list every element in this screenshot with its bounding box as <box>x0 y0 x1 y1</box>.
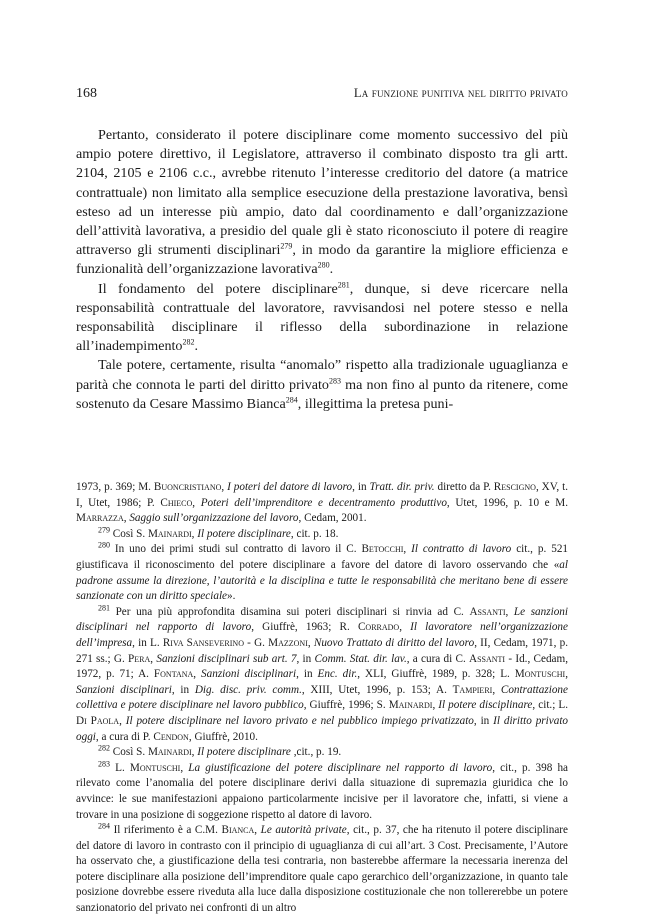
author-name: Mainardi <box>388 699 433 712</box>
text-run: , II, Cedam, 1971, p. 271 ss.; G. <box>76 636 569 665</box>
author-name: Corrado <box>357 621 400 634</box>
text-run: , <box>221 481 228 494</box>
footnote-ref: 281 <box>337 279 350 289</box>
text-run: , cit., p. 398 ha rilevato come l’anomalia del potere disciplinare derivi dalla situazione di supremazia giuridica che lo avvince: le sue manifestazioni appaiono particolarmente incisive per il lavoratore che, infatti, si viene a trovare in una posizione di soggezione rispetto al datore di lavoro. <box>76 761 569 821</box>
footnote-number: 280 <box>98 540 110 550</box>
text-run: In uno dei primi studi sul contratto di lavoro il C. <box>110 543 362 556</box>
text-run: , cit. p. 18. <box>290 527 339 540</box>
text-run: , in <box>473 714 494 727</box>
text-run: ». <box>227 590 236 603</box>
author-name: Riva Sanseverino <box>162 636 244 649</box>
text-run: Pertanto, considerato il potere disciplinare come momento successivo del più ampio potere direttivo, il Legislatore, attraverso il combinato disposto tra gli artt. 2104, 2105 e 2106 c.c., avrebbe ritenuto l’interesse creditorio del datore (a matrice contrattuale) non limitato alla semplice esecuzione della prestazione lavorativa, bensì esteso ad un interesse più ampio, dato dal coordinamento e dall’organizzazione dell’attività lavorativa, a presidio del quale gli è stato riconosciuto il potere di reagire attraverso gli strumenti disciplinari <box>76 127 568 259</box>
text-run: , in L. <box>132 636 163 649</box>
work-title: Le sanzioni disciplinari nel rapporto di lavoro <box>76 605 568 634</box>
text-run: , in <box>296 652 315 665</box>
text-run: Tale potere, certamente, risulta “anomalo” rispetto alla tradizionale uguaglianza e parità che connota le parti del diritto privato <box>76 357 568 393</box>
text-run: . <box>329 261 334 278</box>
text-run: , XIII, Utet, 1996, p. 153; A. <box>301 683 453 696</box>
text-run: ,cit., p. 19. <box>290 746 342 759</box>
work-title: La giustificazione del potere disciplinare nel rapporto di lavoro <box>188 761 493 774</box>
text-run: , in <box>296 668 318 681</box>
text-run: , <box>191 527 198 540</box>
text-run: , XLI, Giuffrè, 1989, p. 328; L. <box>357 668 515 681</box>
text-run: , <box>307 636 314 649</box>
text-run: , <box>193 668 202 681</box>
work-title: Il potere disciplinare <box>438 699 533 712</box>
author-name: Betocchi <box>361 543 404 556</box>
author-name: Mainardi <box>147 746 192 759</box>
footnote-ref: 284 <box>285 395 298 405</box>
footnotes <box>76 480 568 917</box>
running-title: La funzione punitiva nel diritto privato <box>353 86 568 100</box>
work-title: Il lavoratore nell’organizzazione dell’impresa <box>76 621 568 649</box>
text-run: , Giuffrè, 1996; S. <box>303 699 389 712</box>
footnote-ref: 279 <box>280 241 293 251</box>
text-run: , <box>432 699 439 712</box>
author-name: Assanti <box>469 605 506 618</box>
footnote-ref: 282 <box>182 337 195 347</box>
text-run: Così S. <box>110 746 148 759</box>
footnote-number: 284 <box>98 821 110 831</box>
quotation: al padrone assume la direzione, l’autorità e la disciplina e tutte le responsabilità che meritano bene di essere sanzionate con un diritto speciale <box>76 559 568 603</box>
work-title: Enc. dir. <box>317 668 358 681</box>
work-title: Saggio sull’organizzazione del lavoro <box>129 512 299 525</box>
author-name: Di Paola <box>76 714 120 727</box>
author-name: Marrazza <box>76 512 124 525</box>
work-title: Dig. disc. priv. comm. <box>194 683 302 696</box>
work-title: Il potere disciplinare <box>197 746 291 759</box>
main-text <box>76 126 568 414</box>
author-name: Assanti <box>469 652 506 665</box>
paragraph-1 <box>76 126 568 280</box>
text-run: , <box>192 496 201 509</box>
author-name: Pera <box>128 652 151 665</box>
text-run: , <box>399 621 411 634</box>
footnote-282 <box>76 745 568 761</box>
text-run: , in <box>171 683 195 696</box>
text-run: 1973, p. 369; M. <box>76 481 154 494</box>
footnote-continuation <box>76 480 568 527</box>
author-name: Mainardi <box>147 527 192 540</box>
text-run: , Utet, 1996, p. 10 e M. <box>446 496 569 509</box>
text-run: , <box>403 543 412 556</box>
text-run: , <box>492 683 501 696</box>
footnote-281 <box>76 605 568 745</box>
work-title: Le autorità private <box>260 824 347 837</box>
author-name: Chieco <box>160 496 193 509</box>
text-run: diretto da P. <box>434 481 494 494</box>
text-run: , <box>191 746 198 759</box>
author-name: Montuschi <box>514 668 566 681</box>
text-run: . <box>194 338 198 355</box>
author-name: Bianca <box>221 824 255 837</box>
text-run: , <box>150 652 157 665</box>
text-run: Così S. <box>110 527 148 540</box>
work-title: Sanzioni disciplinari <box>201 668 297 681</box>
text-run: Per una più approfondita disamina sui poteri disciplinari si rinvia ad C. <box>110 605 470 618</box>
footnote-284 <box>76 823 568 917</box>
text-run: , <box>505 605 514 618</box>
text-run: , illegittima la pretesa puni- <box>297 395 454 412</box>
work-title: Il diritto privato oggi <box>76 714 569 743</box>
paragraph-2 <box>76 280 568 357</box>
text-run: , <box>565 668 568 681</box>
work-title: I poteri del datore di lavoro <box>227 481 353 494</box>
text-run: cit., p. 521 giustificava il riconoscimento del potere disciplinare a favore del datore di lavoro osservando che « <box>76 543 569 572</box>
paragraph-3 <box>76 356 568 414</box>
text-run: , <box>123 512 130 525</box>
work-title: Sanzioni disciplinari <box>76 683 172 696</box>
work-title: Il potere disciplinare nel lavoro privato e nel pubblico impiego privatizzato <box>125 714 474 727</box>
work-title: Contrattazione collettiva e potere disciplinare nel lavoro pubblico <box>76 683 568 712</box>
text-run: , Giuffrè, 2010. <box>188 730 258 743</box>
text-run: , a cura di C. <box>406 652 470 665</box>
work-title: Nuovo Trattato di diritto del lavoro <box>313 636 475 649</box>
work-title: Sanzioni disciplinari sub art. 7 <box>156 652 297 665</box>
text-run: , XV, t. I, Utet, 1986; P. <box>76 481 569 509</box>
text-run: , <box>180 761 189 774</box>
text-run: , cit.; L. <box>532 699 569 712</box>
footnote-number: 282 <box>98 743 110 753</box>
author-name: Montuschi <box>129 761 181 774</box>
text-run: Il fondamento del potere disciplinare <box>98 280 338 297</box>
footnote-ref: 283 <box>328 375 341 385</box>
author-name: Buoncristiano <box>153 481 222 494</box>
page-number: 168 <box>76 86 97 101</box>
author-name: Tampieri <box>452 683 493 696</box>
text-run: ma non fino al punto da ritenere, come sostenuto da Cesare Massimo Bianca <box>76 376 568 412</box>
text-run: , a cura di P. <box>95 730 154 743</box>
work-title: Il contratto di lavoro <box>411 543 512 556</box>
work-title: Poteri dell’imprenditore e decentramento produttivo <box>200 496 447 509</box>
work-title: Il potere disciplinare <box>197 527 291 540</box>
work-title: Comm. Stat. dir. lav. <box>314 652 407 665</box>
text-run: - G. <box>244 636 269 649</box>
footnote-280 <box>76 542 568 604</box>
book-page <box>76 86 568 917</box>
footnote-ref: 280 <box>317 260 330 270</box>
footnote-number: 279 <box>98 525 110 535</box>
text-run: , in <box>352 481 370 494</box>
work-title: Tratt. dir. priv. <box>369 481 435 494</box>
footnote-279 <box>76 527 568 543</box>
author-name: Fontana <box>153 668 194 681</box>
author-name: Rescigno <box>493 481 536 494</box>
text-run: , Giuffrè, 1963; R. <box>251 621 358 634</box>
text-run: Il riferimento è a C.M. <box>110 824 222 837</box>
footnote-number: 283 <box>98 759 110 768</box>
text-run: , <box>119 714 126 727</box>
author-name: Mazzoni <box>268 636 308 649</box>
author-name: Cendon <box>153 730 189 743</box>
text-run: L. <box>110 761 130 774</box>
footnote-number: 281 <box>98 603 110 613</box>
text-run: , in modo da garantire la migliore efficienza e funzionalità dell’organizzazione lavorativa <box>76 242 568 278</box>
text-run: , Cedam, 2001. <box>298 512 367 525</box>
text-run: , <box>254 824 261 837</box>
footnote-283 <box>76 761 568 823</box>
text-run: , cit., p. 37, che ha ritenuto il potere disciplinare del datore di lavoro in contrasto con il principio di uguaglianza di cui all’art. 3 Cost. Precisamente, l’Autore ha osservato che, a giustificazione della tesi contraria, non basterebbe affermare la necessaria inerenza del potere disciplinare alla posizione dell’imprenditore quale capo gerarchico dell’organizzazione, in quanto tale posizione dovrebbe essere riveduta alla luce dalla disposizione costituzionale che non tollererebbe un potere sanzionatorio del privato nei confronti di un altro <box>76 824 568 915</box>
text-run: , dunque, si deve ricercare nella responsabilità contrattuale del lavoratore, ravvisandosi nel potere stesso e nella responsabilità disciplinare il riflesso della subordinazione in relazione all’inadempimento <box>76 280 568 355</box>
running-header <box>76 86 568 102</box>
text-run: - Id., Cedam, 1972, p. 71; A. <box>76 652 569 681</box>
